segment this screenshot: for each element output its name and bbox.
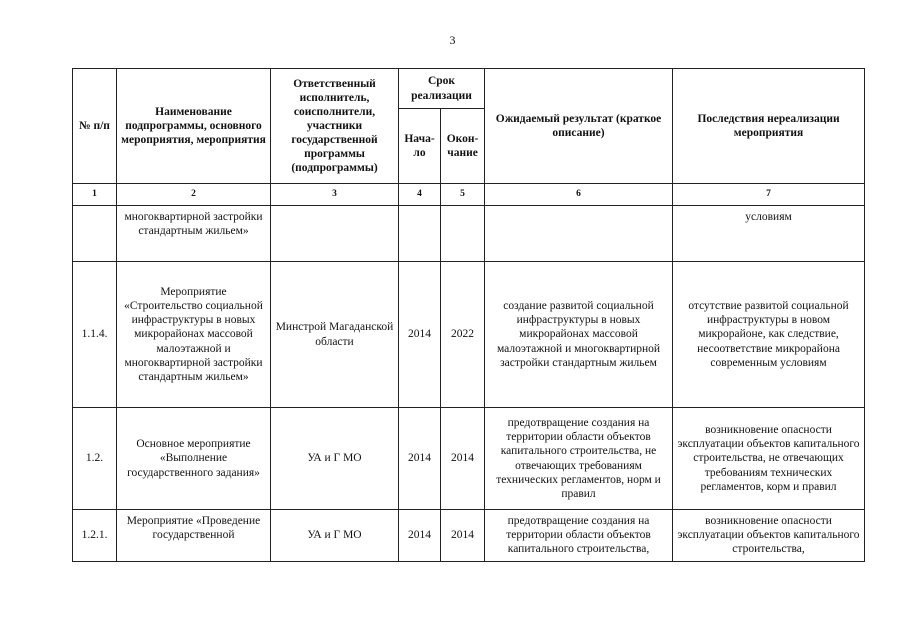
row-consequence: условиям bbox=[673, 206, 865, 262]
header-result: Ожидаемый результат (краткое описание) bbox=[485, 69, 673, 184]
row-start: 2014 bbox=[399, 262, 441, 408]
row-num: 1.2. bbox=[73, 408, 117, 510]
column-number: 3 bbox=[271, 184, 399, 206]
column-number: 4 bbox=[399, 184, 441, 206]
row-consequence: возникновение опасности эксплуатации объектов капитального строительства, bbox=[673, 510, 865, 562]
row-consequence: возникновение опасности эксплуатации объектов капитального строительства, не отвечающих требованиям технических регламентов, корм и правил bbox=[673, 408, 865, 510]
page-number: 3 bbox=[449, 33, 456, 47]
row-result: предотвращение создания на территории области объектов капитального строительства, bbox=[485, 510, 673, 562]
column-number: 2 bbox=[117, 184, 271, 206]
header-responsible: Ответственный исполнитель, соисполнители, участники государственной программы (подпрограммы) bbox=[271, 69, 399, 184]
row-num: 1.2.1. bbox=[73, 510, 117, 562]
header-term: Срок реализации bbox=[399, 69, 485, 109]
row-start: 2014 bbox=[399, 408, 441, 510]
row-num bbox=[73, 206, 117, 262]
row-name: Основное мероприятие «Выполнение государственного задания» bbox=[117, 408, 271, 510]
row-num: 1.1.4. bbox=[73, 262, 117, 408]
header-end: Окон-чание bbox=[441, 109, 485, 184]
column-number: 6 bbox=[485, 184, 673, 206]
program-table bbox=[72, 68, 865, 562]
row-start bbox=[399, 206, 441, 262]
row-end: 2014 bbox=[441, 510, 485, 562]
row-end bbox=[441, 206, 485, 262]
table-row bbox=[73, 206, 865, 262]
row-end: 2014 bbox=[441, 408, 485, 510]
row-result bbox=[485, 206, 673, 262]
column-number: 1 bbox=[73, 184, 117, 206]
header-num: № п/п bbox=[73, 69, 117, 184]
column-number: 7 bbox=[673, 184, 865, 206]
table-row bbox=[73, 408, 865, 510]
row-name: Мероприятие «Строительство социальной инфраструктуры в новых микрорайонах массовой малоэтажной и многоквартирной застройки стандартным жильем» bbox=[117, 262, 271, 408]
header-row-1 bbox=[73, 69, 865, 109]
row-name: многоквартирной застройки стандартным жильем» bbox=[117, 206, 271, 262]
table-row bbox=[73, 510, 865, 562]
header-consequence: Последствия нереализации мероприятия bbox=[673, 69, 865, 184]
header-start: Нача-ло bbox=[399, 109, 441, 184]
row-responsible: Минстрой Магаданской области bbox=[271, 262, 399, 408]
table-row bbox=[73, 262, 865, 408]
row-responsible bbox=[271, 206, 399, 262]
row-result: предотвращение создания на территории области объектов капитального строительства, не отвечающих требованиям технических регламентов, норм и правил bbox=[485, 408, 673, 510]
row-responsible: УА и Г МО bbox=[271, 408, 399, 510]
header-name: Наименование подпрограммы, основного мероприятия, мероприятия bbox=[117, 69, 271, 184]
row-end: 2022 bbox=[441, 262, 485, 408]
row-responsible: УА и Г МО bbox=[271, 510, 399, 562]
row-consequence: отсутствие развитой социальной инфраструктуры в новом микрорайоне, как следствие, несоответствие микрорайона современным условиям bbox=[673, 262, 865, 408]
row-result: создание развитой социальной инфраструктуры в новых микрорайонах массовой малоэтажной и многоквартирной застройки стандартным жильем bbox=[485, 262, 673, 408]
column-number: 5 bbox=[441, 184, 485, 206]
row-name: Мероприятие «Проведение государственной bbox=[117, 510, 271, 562]
column-number-row bbox=[73, 184, 865, 206]
row-start: 2014 bbox=[399, 510, 441, 562]
